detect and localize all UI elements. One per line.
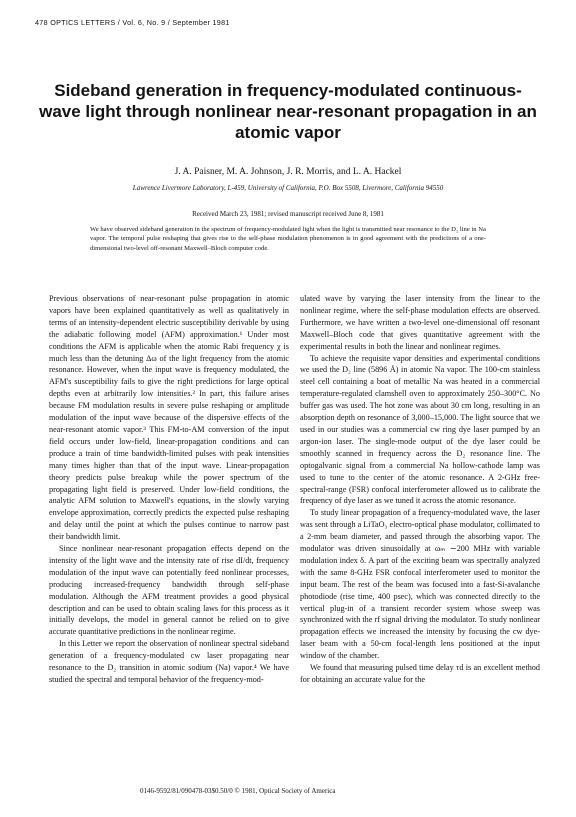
paragraph: ulated wave by varying the laser intensity from the linear to the nonlinear regime, where the self-phase modulation effects are observed. Furthermore, we have written a two-level one-dimensional off resonant Maxwell–Bloch code that gives quantitative agreement with the experimental results in both the linear and nonlinear regimes. — [300, 294, 540, 351]
paragraph: We found that measuring pulsed time delay τd is an excellent method for obtaining an accurate value for the — [300, 663, 540, 684]
body-column-left — [49, 293, 289, 686]
affiliation: Lawrence Livermore Laboratory, L-459, University of California, P.O. Box 5508, Livermore, California 94550 — [132, 184, 444, 192]
author-list: J. A. Paisner, M. A. Johnson, J. R. Morris, and L. A. Hackel — [174, 167, 402, 177]
paragraph: In this Letter we report the observation of nonlinear spectral sideband generation of a frequency-modulated cw laser propagating near resonance to the D₂ transition in atomic sodium (Na) vapor.⁴ We have studied the spectral and temporal behavior of the frequency-mod- — [49, 639, 289, 684]
paragraph: To study linear propagation of a frequency-modulated wave, the laser was sent through a LiTaO₃ electro-optical phase modulator, collimated to a 2-mm beam diameter, and passed through the absorbing vapor. The modulator was driven sinusoidally at ωₘ ∼200 MHz with variable modulation index δ. A part of the exciting beam was spectrally analyzed with the same 8-GHz FSR confocal interferometer used to monitor the input beam. The rest of the beam was focused into a fast-Si-avalanche photodiode (rise time, 400 psec), which was connected directly to the vertical plug-in of a transient recorder system whose sweep was synchronized with the rf signal driving the modulator. To study nonlinear propagation effects we increased the intensity by focusing the cw dye-laser beam with a 50-cm focal-length lens positioned at the input window of the chamber. — [300, 508, 540, 661]
running-head: 478 OPTICS LETTERS / Vol. 6, No. 9 / September 1981 — [35, 18, 230, 27]
copyright-footer: 0146-9592/81/090478-03$0.50/0 © 1981, Optical Society of America — [140, 787, 336, 795]
received-dates: Received March 23, 1981; revised manuscript received June 8, 1981 — [192, 210, 384, 218]
paragraph: To achieve the requisite vapor densities and experimental conditions we used the D₂ line (5896 Å) in atomic Na vapor. The 100-cm stainless steel cell containing a boat of metallic Na was heated in a commercial temperature-regulated clamshell oven to approximately 250–300°C. No buffer gas was used. The hot zone was about 30 cm long, resulting in an absorption depth on resonance of 3,000–15,000. The light source that we used in our studies was a commercial cw ring dye laser pumped by an argon-ion laser. The single-mode output of the dye laser could be smoothly scanned in frequency across the D₂ resonance line. The optogalvanic signal from a commercial Na hollow-cathode lamp was used to tune to the center of the atomic resonance. A 2-GHz free-spectral-range (FSR) confocal interferometer allowed us to calibrate the frequency of dye laser as we tuned it across the atomic resonance. — [300, 353, 540, 506]
paragraph: Previous observations of near-resonant pulse propagation in atomic vapors have been explained quantitatively as well as qualitatively in terms of an intensity-dependent electric susceptibility derivable by using the adiabatic following model (AFM) approximation.¹ Under most conditions the AFM is applicable when the atomic Rabi frequency χ is much less than the detuning Δω of the light frequency from the atomic resonance. However, when the input wave is frequency modulated, the AFM's susceptibility fails to give the right predictions for large optical depths even at arbitrarily low intensities.² In part, this failure arises because FM modulation results in severe pulse reshaping or amplitude modulation of the input wave because of the dispersive effects of the near-resonant atomic vapor.³ This FM-to-AM conversion of the input field occurs under low-field, linear-propagation conditions and can produce a train of time bandwidth-limited pulses with peak intensities many times higher than that of the input wave. Linear-propagation theory predicts pulse breakup while the power spectrum of the propagating light field is preserved. Under low-field conditions, the analytic AFM solution to Maxwell's equations, in the slowly varying envelope approximation, correctly predicts the expected pulse reshaping and delay until the point at which the pulses continue to narrow past their bandwidth limit. — [49, 294, 289, 542]
abstract: We have observed sideband generation in the spectrum of frequency-modulated light when the light is transmitted near resonance to the D₂ line in Na vapor. The temporal pulse reshaping that gives rise to the self-phase modulation phenomenon is in good agreement with the predictions of a one-dimensional two-level off-resonant Maxwell–Bloch computer code. — [90, 226, 486, 252]
article-title: Sideband generation in frequency-modulated continuous-wave light through nonlinear near-resonant propagation in an atomic vapor — [39, 81, 537, 142]
body-column-right — [300, 293, 540, 686]
paragraph: Since nonlinear near-resonant propagation effects depend on the intensity of the light wave and the intensity rate of rise dI/dt, frequency modulation of the input wave can potentially feed nonlinear processes, producing increased-frequency bandwidth through self-phase modulation. Although the AFM treatment provides a good physical description and can be used to obtain scaling laws for this process as it initially develops, the model in general cannot be relied on to give accurate quantitative predictions in the nonlinear regime. — [49, 544, 289, 637]
